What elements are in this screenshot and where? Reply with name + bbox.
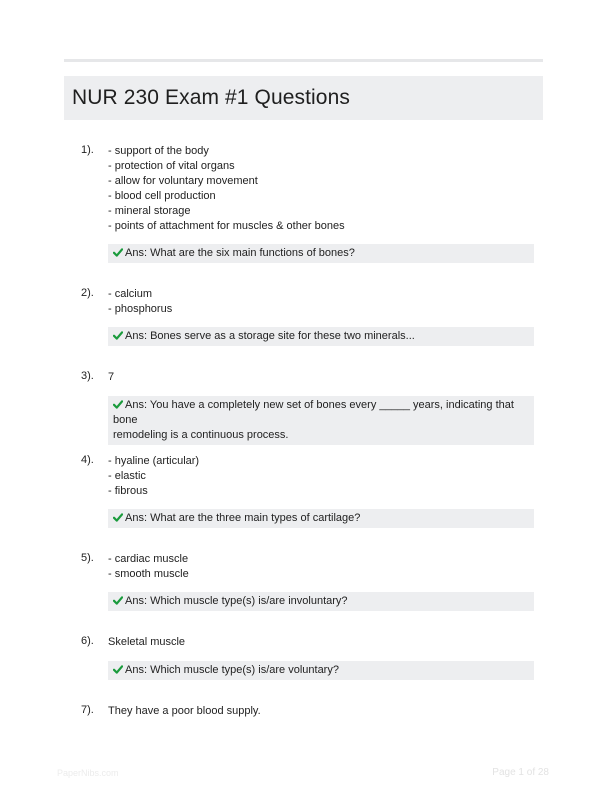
term-line: - mineral storage	[108, 205, 191, 217]
check-icon	[113, 513, 123, 522]
answer-box	[108, 327, 534, 346]
page-title: NUR 230 Exam #1 Questions	[72, 86, 350, 109]
answer-line	[113, 398, 528, 428]
answer-text: Ans: What are the three main types of cartilage?	[125, 512, 361, 524]
term-line: They have a poor blood supply.	[108, 705, 261, 717]
question-term	[108, 370, 114, 385]
question-number: 5).	[81, 552, 94, 564]
term-line: - elastic	[108, 470, 146, 482]
answer-box	[108, 661, 534, 680]
term-line: - smooth muscle	[108, 568, 189, 580]
footer-site-name: PaperNibs.com	[57, 768, 119, 778]
question-number: 3).	[81, 370, 94, 382]
footer-page-number: Page 1 of 28	[492, 767, 549, 778]
question-term	[108, 704, 261, 719]
term-line: - points of attachment for muscles & other bones	[108, 220, 345, 232]
answer-text: Ans: Bones serve as a storage site for these two minerals...	[125, 330, 415, 342]
question-term	[108, 144, 345, 234]
question-number: 6).	[81, 635, 94, 647]
term-line: - calcium	[108, 288, 153, 300]
answer-text: Ans: Which muscle type(s) is/are involuntary?	[125, 595, 348, 607]
term-line: Skeletal muscle	[108, 636, 186, 648]
term-line: - phosphorus	[108, 303, 173, 315]
term-line: - cardiac muscle	[108, 553, 189, 565]
term-line: - fibrous	[108, 485, 148, 497]
answer-text: Ans: What are the six main functions of bones?	[125, 247, 355, 259]
question-term	[108, 287, 172, 317]
check-icon	[113, 248, 123, 257]
question-term	[108, 552, 189, 582]
question-number: 2).	[81, 287, 94, 299]
question-number: 4).	[81, 454, 94, 466]
answer-box	[108, 396, 534, 445]
term-line: 7	[108, 371, 115, 383]
term-line: - protection of vital organs	[108, 160, 235, 172]
answer-text-continued: remodeling is a continuous process.	[113, 429, 289, 441]
term-line: - allow for voluntary movement	[108, 175, 258, 187]
check-icon	[113, 400, 123, 409]
term-line: - blood cell production	[108, 190, 216, 202]
answer-text: Ans: Which muscle type(s) is/are voluntary?	[125, 664, 339, 676]
term-line: - hyaline (articular)	[108, 455, 200, 467]
answer-text: Ans: You have a completely new set of bones every _____ years, indicating that bone	[113, 399, 514, 426]
check-icon	[113, 331, 123, 340]
check-icon	[113, 596, 123, 605]
answer-box	[108, 509, 534, 528]
question-term	[108, 454, 199, 499]
question-number: 1).	[81, 144, 94, 156]
question-number: 7).	[81, 704, 94, 716]
term-line: - support of the body	[108, 145, 209, 157]
answer-box	[108, 592, 534, 611]
answer-box	[108, 244, 534, 263]
check-icon	[113, 665, 123, 674]
question-term	[108, 635, 185, 650]
